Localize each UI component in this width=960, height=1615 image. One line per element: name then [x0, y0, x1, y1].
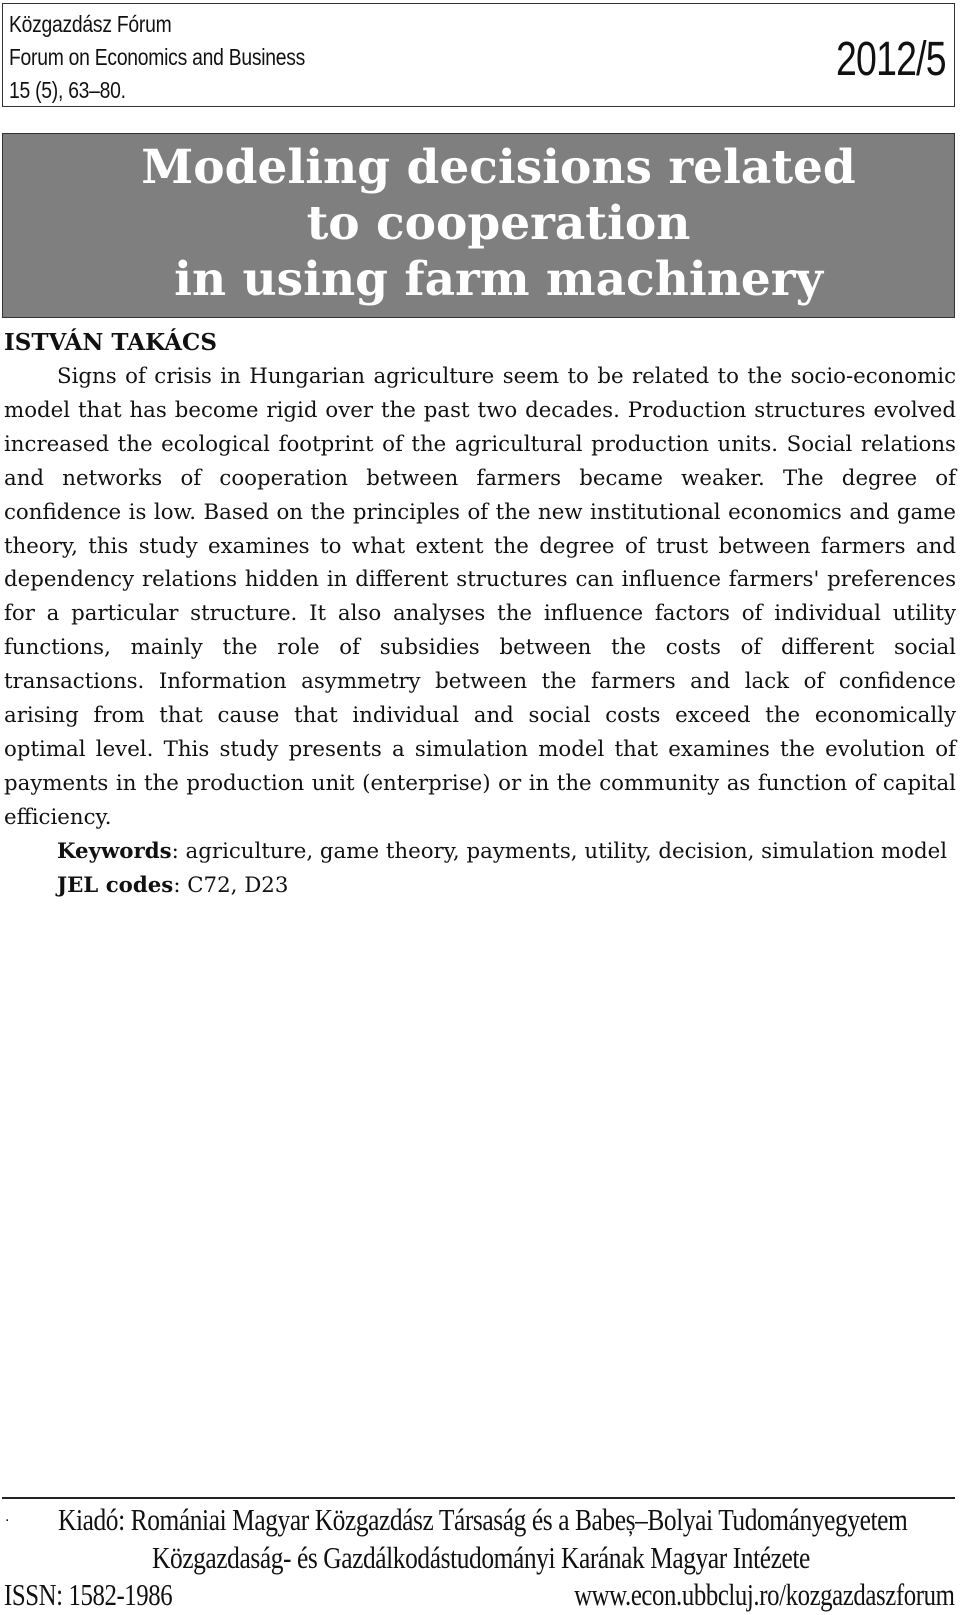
abstract-block	[4, 360, 956, 903]
title-line-2: to cooperation	[306, 196, 691, 251]
keywords-label: Keywords	[57, 838, 172, 864]
keywords-text: : agriculture, game theory, payments, utility, decision, simulation model	[171, 838, 948, 864]
journal-citation: 15 (5), 63–80.	[9, 77, 126, 103]
jel-codes: : C72, D23	[173, 872, 289, 898]
publisher-line-1: Kiadó: Romániai Magyar Közgazdász Társaság és a Babeș–Bolyai Tudományegyetem	[58, 1502, 908, 1537]
issn: ISSN: 1582-1986	[4, 1577, 173, 1612]
journal-info	[9, 8, 305, 107]
title-banner	[2, 133, 955, 318]
journal-title-hu: Közgazdász Fórum	[9, 11, 172, 37]
jel-label: JEL codes	[57, 872, 174, 898]
journal-url: www.econ.ubbcluj.ro/kozgazdaszforum	[573, 1577, 954, 1612]
journal-title-en: Forum on Economics and Business	[9, 44, 306, 70]
author-name: ISTVÁN TAKÁCS	[4, 329, 217, 356]
abstract-text: Signs of crisis in Hungarian agriculture seem to be related to the socio-economic model that has become rigid over the past two decades. Production structures evolved increased the ecological footprint of the agricultural production units. Social relations and networks of cooperation between farmers became weaker. The degree of confidence is low. Based on the principles of the new institutional economics and game theory, this study examines to what extent the degree of trust between farmers and dependency relations hidden in different structures can influence farmers' preferences for a particular structure. It also analyses the influence factors of individual utility functions, mainly the role of subsidies between the costs of different social transactions. Information asymmetry between the farmers and lack of confidence arising from that cause that individual and social costs exceed the economically optimal level. This study presents a simulation model that examines the evolution of payments in the production unit (enterprise) or in the community as function of capital efficiency.	[4, 364, 956, 830]
jel-codes-line	[4, 869, 956, 903]
footer-dot: .	[5, 1508, 10, 1525]
title-line-3: in using farm machinery	[174, 252, 823, 307]
keywords-line	[4, 835, 956, 869]
publisher-line-2: Közgazdaság- és Gazdálkodástudományi Karának Magyar Intézete	[152, 1540, 810, 1575]
title-line-1: Modeling decisions related	[141, 140, 856, 195]
footer-divider	[2, 1497, 955, 1499]
article-title	[43, 140, 954, 308]
issue-number: 2012/5	[836, 33, 946, 86]
journal-header	[2, 3, 955, 107]
